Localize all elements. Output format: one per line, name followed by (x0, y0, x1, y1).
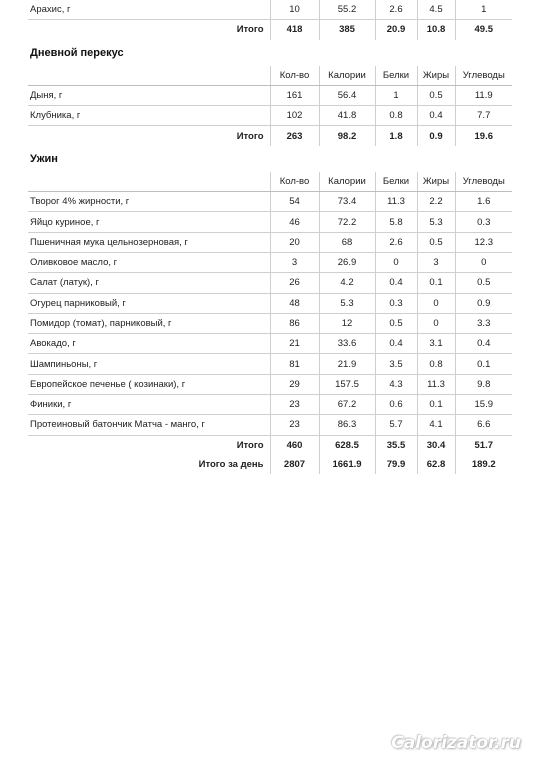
cal-cell: 4.2 (319, 273, 375, 293)
total-fat: 10.8 (417, 20, 455, 40)
fat-cell: 2.2 (417, 192, 455, 212)
qty-cell: 10 (270, 0, 319, 20)
fat-cell: 3.1 (417, 334, 455, 354)
total-row (28, 435, 512, 455)
header-qty: Кол-во (270, 66, 319, 86)
food-name: Яйцо куриное, г (28, 212, 270, 232)
fat-cell: 11.3 (417, 374, 455, 394)
table-row (28, 106, 512, 126)
table-row (28, 232, 512, 252)
fat-cell: 4.1 (417, 415, 455, 435)
header-protein: Белки (375, 172, 417, 192)
day-total-fat: 62.8 (417, 455, 455, 474)
protein-cell: 0.6 (375, 395, 417, 415)
cal-cell: 5.3 (319, 293, 375, 313)
total-carbs: 51.7 (455, 435, 512, 455)
carbs-cell: 0.5 (455, 273, 512, 293)
fat-cell: 4.5 (417, 0, 455, 20)
protein-cell: 0.3 (375, 293, 417, 313)
carbs-cell: 12.3 (455, 232, 512, 252)
cal-cell: 26.9 (319, 252, 375, 272)
table-row (28, 212, 512, 232)
table-row (28, 395, 512, 415)
food-name: Пшеничная мука цельнозерновая, г (28, 232, 270, 252)
header-carbs: Углеводы (455, 172, 512, 192)
carbs-cell: 0.4 (455, 334, 512, 354)
food-name: Протеиновый батончик Матча - манго, г (28, 415, 270, 435)
protein-cell: 2.6 (375, 232, 417, 252)
cal-cell: 68 (319, 232, 375, 252)
carbs-cell: 11.9 (455, 85, 512, 105)
food-name: Шампиньоны, г (28, 354, 270, 374)
qty-cell: 86 (270, 313, 319, 333)
fat-cell: 0.5 (417, 85, 455, 105)
protein-cell: 1 (375, 85, 417, 105)
food-name: Арахис, г (28, 0, 270, 20)
header-name (28, 66, 270, 86)
food-name: Творог 4% жирности, г (28, 192, 270, 212)
table-row (28, 334, 512, 354)
header-fat: Жиры (417, 66, 455, 86)
table-row (28, 192, 512, 212)
carbs-cell: 15.9 (455, 395, 512, 415)
watermark-logo: Calorizator.ru (391, 733, 521, 753)
day-total-label: Итого за день (198, 459, 264, 471)
cal-cell: 67.2 (319, 395, 375, 415)
total-qty: 460 (270, 435, 319, 455)
table-row (28, 354, 512, 374)
carbs-cell: 0.3 (455, 212, 512, 232)
qty-cell: 20 (270, 232, 319, 252)
qty-cell: 23 (270, 395, 319, 415)
table-row (28, 374, 512, 394)
cal-cell: 73.4 (319, 192, 375, 212)
table-row (28, 313, 512, 333)
table-row (28, 273, 512, 293)
table-row (28, 85, 512, 105)
fat-cell: 0.8 (417, 354, 455, 374)
carbs-cell: 7.7 (455, 106, 512, 126)
day-total-qty: 2807 (270, 455, 319, 474)
day-total-cal: 1661.9 (319, 455, 375, 474)
carbs-cell: 1 (455, 0, 512, 20)
header-protein: Белки (375, 66, 417, 86)
fat-cell: 5.3 (417, 212, 455, 232)
day-total-protein: 79.9 (375, 455, 417, 474)
qty-cell: 29 (270, 374, 319, 394)
fat-cell: 0.1 (417, 395, 455, 415)
fat-cell: 3 (417, 252, 455, 272)
food-name: Финики, г (28, 395, 270, 415)
section-title-dinner: Ужин (30, 152, 58, 165)
qty-cell: 26 (270, 273, 319, 293)
fat-cell: 0.4 (417, 106, 455, 126)
total-row (28, 126, 512, 146)
fat-cell: 0 (417, 313, 455, 333)
total-fat: 30.4 (417, 435, 455, 455)
total-carbs: 19.6 (455, 126, 512, 146)
qty-cell: 21 (270, 334, 319, 354)
food-name: Авокадо, г (28, 334, 270, 354)
total-qty: 418 (270, 20, 319, 40)
protein-cell: 2.6 (375, 0, 417, 20)
food-name: Огурец парниковый, г (28, 293, 270, 313)
nutrition-report (28, 0, 512, 474)
table-row (28, 415, 512, 435)
total-cal: 98.2 (319, 126, 375, 146)
header-fat: Жиры (417, 172, 455, 192)
total-protein: 20.9 (375, 20, 417, 40)
header-name (28, 172, 270, 192)
qty-cell: 54 (270, 192, 319, 212)
protein-cell: 4.3 (375, 374, 417, 394)
dinner-table (28, 172, 512, 474)
cal-cell: 157.5 (319, 374, 375, 394)
protein-cell: 5.7 (375, 415, 417, 435)
food-name: Европейское печенье ( козинаки), г (28, 374, 270, 394)
cal-cell: 72.2 (319, 212, 375, 232)
fat-cell: 0.1 (417, 273, 455, 293)
food-name: Дыня, г (28, 85, 270, 105)
cal-cell: 21.9 (319, 354, 375, 374)
carbs-cell: 3.3 (455, 313, 512, 333)
day-total-row (28, 455, 512, 474)
fat-cell: 0.5 (417, 232, 455, 252)
table-row (28, 252, 512, 272)
header-qty: Кол-во (270, 172, 319, 192)
total-label: Итого (236, 24, 264, 36)
carbs-cell: 0.9 (455, 293, 512, 313)
cal-cell: 86.3 (319, 415, 375, 435)
cal-cell: 55.2 (319, 0, 375, 20)
food-name: Клубника, г (28, 106, 270, 126)
carbs-cell: 0 (455, 252, 512, 272)
protein-cell: 0.4 (375, 273, 417, 293)
qty-cell: 46 (270, 212, 319, 232)
carbs-cell: 1.6 (455, 192, 512, 212)
protein-cell: 0 (375, 252, 417, 272)
header-cal: Калории (319, 66, 375, 86)
total-label: Итого (236, 130, 264, 142)
total-cal: 385 (319, 20, 375, 40)
cal-cell: 12 (319, 313, 375, 333)
protein-cell: 0.5 (375, 313, 417, 333)
table-row (28, 0, 512, 20)
qty-cell: 161 (270, 85, 319, 105)
header-row (28, 66, 512, 86)
day-total-carbs: 189.2 (455, 455, 512, 474)
cal-cell: 56.4 (319, 85, 375, 105)
food-name: Оливковое масло, г (28, 252, 270, 272)
carbs-cell: 0.1 (455, 354, 512, 374)
carbs-cell: 9.8 (455, 374, 512, 394)
protein-cell: 3.5 (375, 354, 417, 374)
total-protein: 1.8 (375, 126, 417, 146)
qty-cell: 48 (270, 293, 319, 313)
total-cal: 628.5 (319, 435, 375, 455)
qty-cell: 23 (270, 415, 319, 435)
total-label: Итого (236, 439, 264, 451)
fat-cell: 0 (417, 293, 455, 313)
cal-cell: 33.6 (319, 334, 375, 354)
protein-cell: 0.8 (375, 106, 417, 126)
snack-table (28, 66, 512, 146)
protein-cell: 5.8 (375, 212, 417, 232)
header-carbs: Углеводы (455, 66, 512, 86)
qty-cell: 81 (270, 354, 319, 374)
cal-cell: 41.8 (319, 106, 375, 126)
total-fat: 0.9 (417, 126, 455, 146)
table-row (28, 293, 512, 313)
total-row (28, 20, 512, 40)
header-row (28, 172, 512, 192)
food-name: Салат (латук), г (28, 273, 270, 293)
total-protein: 35.5 (375, 435, 417, 455)
carbs-cell: 6.6 (455, 415, 512, 435)
total-qty: 263 (270, 126, 319, 146)
qty-cell: 3 (270, 252, 319, 272)
protein-cell: 0.4 (375, 334, 417, 354)
total-carbs: 49.5 (455, 20, 512, 40)
lunch-tail-table (28, 0, 512, 40)
protein-cell: 11.3 (375, 192, 417, 212)
section-title-snack: Дневной перекус (30, 46, 124, 59)
header-cal: Калории (319, 172, 375, 192)
qty-cell: 102 (270, 106, 319, 126)
food-name: Помидор (томат), парниковый, г (28, 313, 270, 333)
